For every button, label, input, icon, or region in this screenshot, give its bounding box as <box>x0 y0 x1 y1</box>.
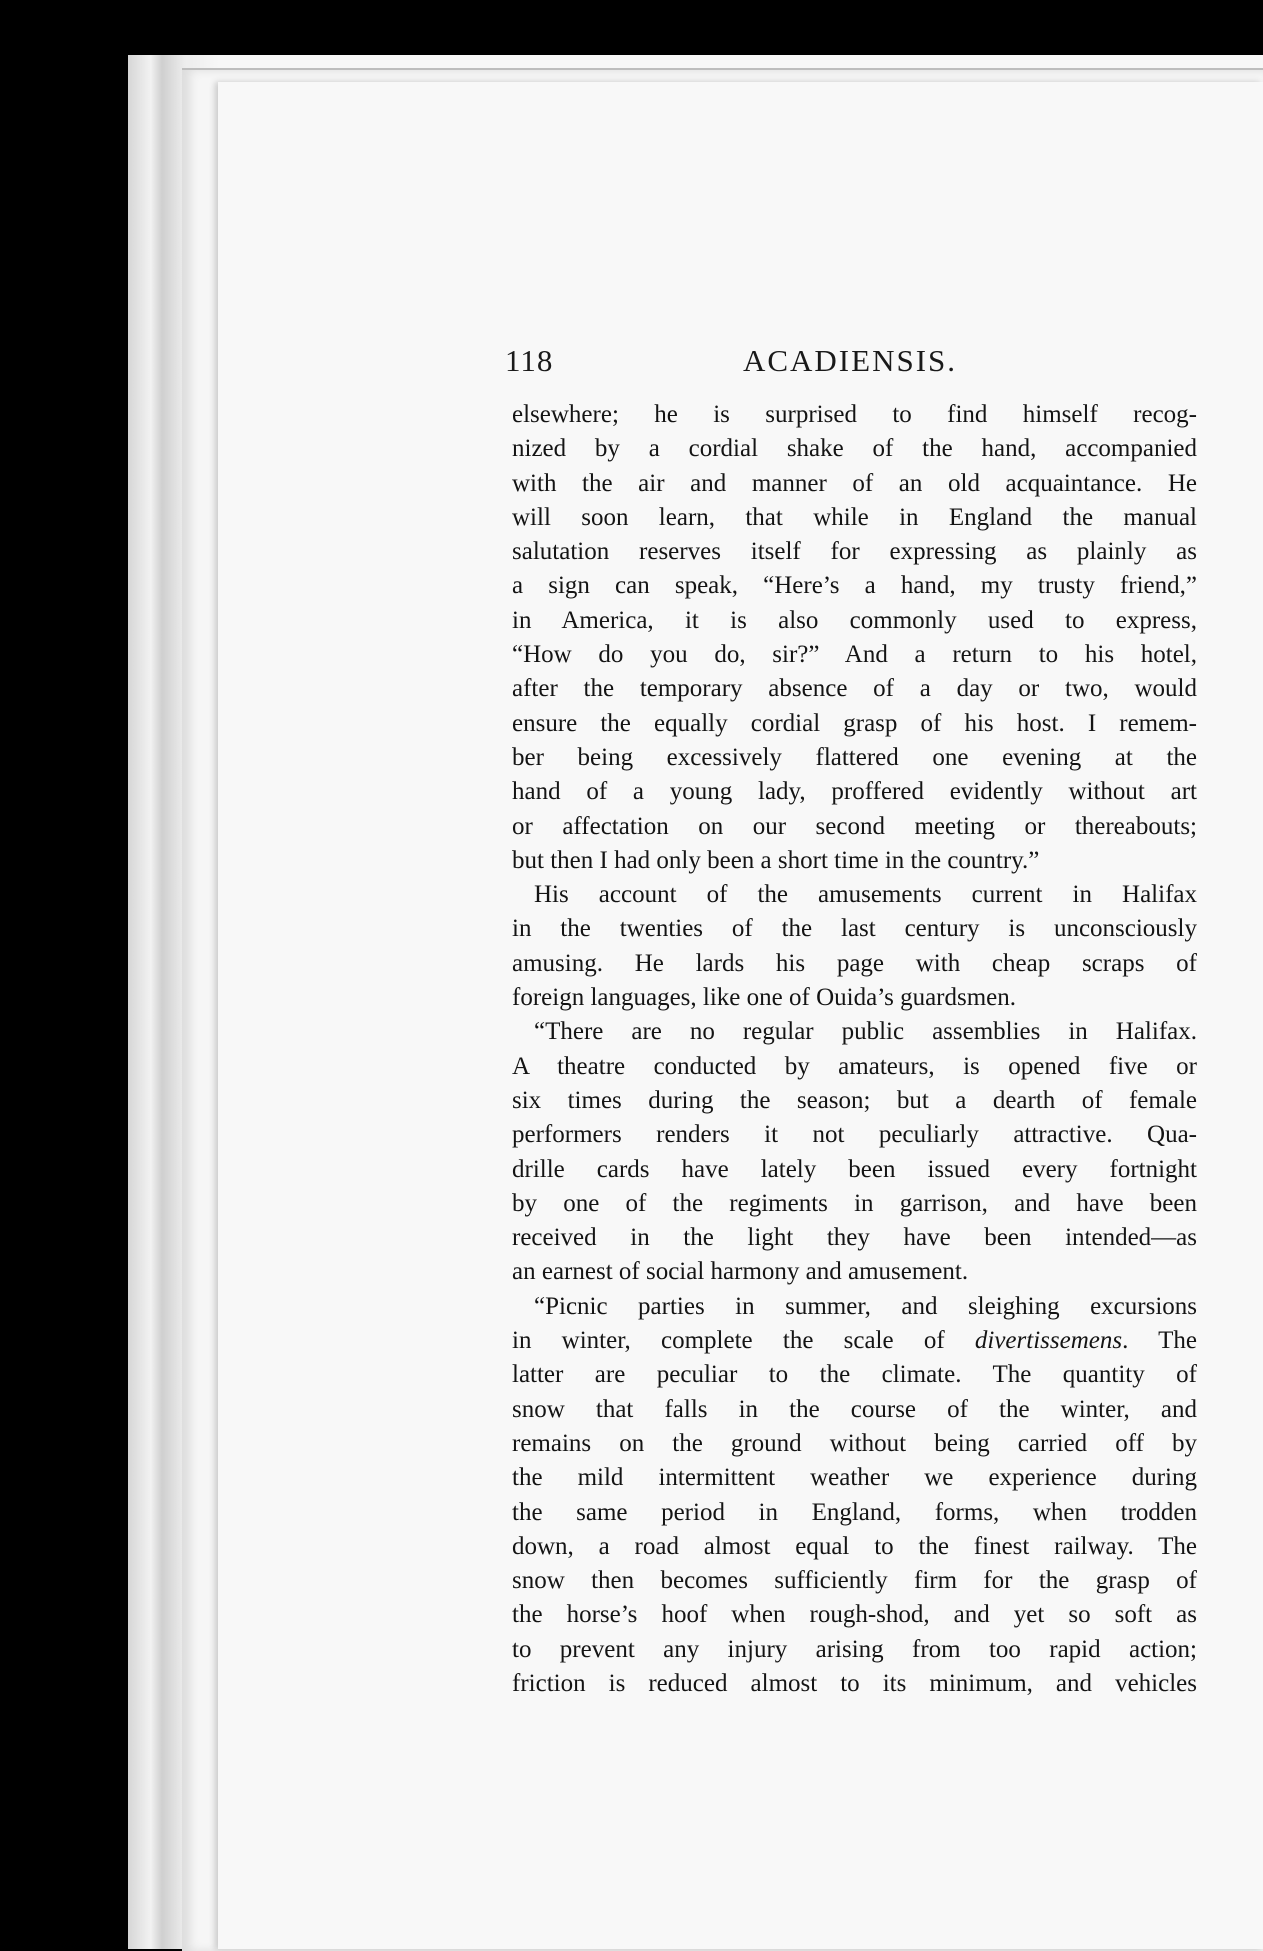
text-line: a sign can speak, “Here’s a hand, my trusty friend,” <box>512 572 1197 600</box>
text-line: down, a road almost equal to the finest railway. The <box>512 1532 1197 1560</box>
text-line: six times during the season; but a dearth of female <box>512 1086 1197 1114</box>
text-line: but then I had only been a short time in the country.” <box>512 846 1040 874</box>
text-line: amusing. He lards his page with cheap scraps of <box>512 949 1197 977</box>
text-line: nized by a cordial shake of the hand, accompanied <box>512 435 1197 463</box>
page-header <box>505 343 1195 393</box>
text-line: His account of the amusements current in Halifax <box>534 881 1197 909</box>
text-line: A theatre conducted by amateurs, is opened five or <box>512 1052 1197 1080</box>
text-line: the same period in England, forms, when trodden <box>512 1498 1197 1526</box>
text-line: performers renders it not peculiarly attractive. Qua- <box>512 1121 1197 1149</box>
text-line: in America, it is also commonly used to express, <box>512 606 1197 634</box>
text-line: remains on the ground without being carried off by <box>512 1429 1197 1457</box>
text-line: with the air and manner of an old acquaintance. He <box>512 469 1197 497</box>
running-head: ACADIENSIS. <box>742 343 958 378</box>
text-line: by one of the regiments in garrison, and have been <box>512 1189 1197 1217</box>
text-line: friction is reduced almost to its minimum, and vehicles <box>512 1669 1197 1697</box>
text-line: an earnest of social harmony and amusement. <box>512 1258 969 1286</box>
text-line: hand of a young lady, proffered evidently without art <box>512 778 1197 806</box>
text-line: the mild intermittent weather we experience during <box>512 1464 1197 1492</box>
text-line: foreign languages, like one of Ouida’s guardsmen. <box>512 984 1017 1012</box>
text-line: received in the light they have been intended—as <box>512 1224 1197 1252</box>
text-line: to prevent any injury arising from too rapid action; <box>512 1635 1197 1663</box>
text-line: elsewhere; he is surprised to find himself recog- <box>512 401 1197 428</box>
body-text <box>512 398 1197 1701</box>
text-line: in winter, complete the scale of divertissemens. The <box>512 1327 1197 1355</box>
text-line: ber being excessively flattered one evening at the <box>512 743 1197 771</box>
text-line: snow then becomes sufficiently firm for the grasp of <box>512 1567 1197 1595</box>
text-line: after the temporary absence of a day or two, would <box>512 675 1197 703</box>
text-line: salutation reserves itself for expressing as plainly as <box>512 538 1197 566</box>
text-line: drille cards have lately been issued every fortnight <box>512 1155 1197 1183</box>
italic-word: divertissemens <box>974 1327 1123 1355</box>
page-number: 118 <box>505 343 554 378</box>
text-line: “Picnic parties in summer, and sleighing excursions <box>534 1292 1197 1320</box>
text-line: “There are no regular public assemblies in Halifax. <box>534 1018 1197 1046</box>
text-line: will soon learn, that while in England the manual <box>512 503 1197 531</box>
text-line: the horse’s hoof when rough-shod, and yet so soft as <box>512 1601 1197 1629</box>
text-line: in the twenties of the last century is unconsciously <box>512 915 1197 943</box>
text-line: or affectation on our second meeting or thereabouts; <box>512 812 1197 840</box>
text-line: latter are peculiar to the climate. The quantity of <box>512 1361 1197 1389</box>
text-line: ensure the equally cordial grasp of his host. I remem- <box>512 709 1197 737</box>
text-line: “How do you do, sir?” And a return to his hotel, <box>512 641 1197 669</box>
text-line: snow that falls in the course of the winter, and <box>512 1395 1197 1423</box>
